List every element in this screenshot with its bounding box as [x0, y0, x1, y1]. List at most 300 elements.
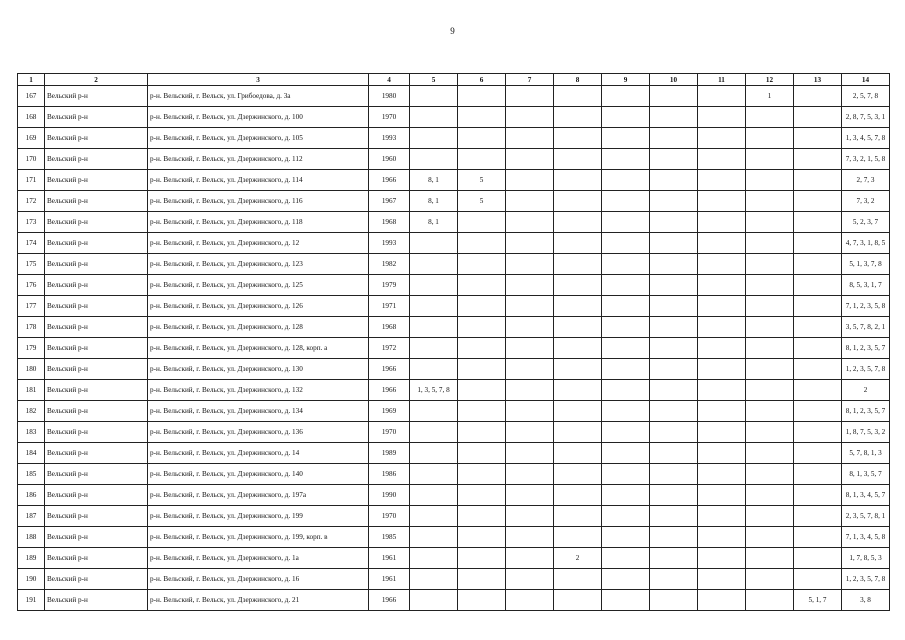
- table-cell-col-3: р-н. Вельский, г. Вельск, ул. Дзержинского, д. 134: [148, 401, 369, 422]
- table-cell-col-8: [554, 296, 602, 317]
- table-cell-col-7: [506, 548, 554, 569]
- table-cell-col-2: Вельский р-н: [45, 296, 148, 317]
- table-cell-col-6: [458, 317, 506, 338]
- table-cell-col-5: 8, 1: [410, 170, 458, 191]
- table-cell-col-7: [506, 296, 554, 317]
- table-cell-col-3: р-н. Вельский, г. Вельск, ул. Дзержинского, д. 128: [148, 317, 369, 338]
- table-row: [18, 317, 890, 338]
- table-cell-col-2: Вельский р-н: [45, 338, 148, 359]
- table-cell-col-5: [410, 296, 458, 317]
- table-cell-col-13: 5, 1, 7: [794, 590, 842, 611]
- table-row: [18, 443, 890, 464]
- table-cell-col-1: 189: [18, 548, 45, 569]
- table-row: [18, 275, 890, 296]
- table-cell-col-12: [746, 296, 794, 317]
- table-cell-col-14: 2: [842, 380, 890, 401]
- table-cell-col-9: [602, 527, 650, 548]
- table-cell-col-1: 173: [18, 212, 45, 233]
- table-cell-col-14: 2, 5, 7, 8: [842, 86, 890, 107]
- table-cell-col-14: 1, 7, 8, 5, 3: [842, 548, 890, 569]
- table-cell-col-8: [554, 590, 602, 611]
- table-cell-col-3: р-н. Вельский, г. Вельск, ул. Дзержинского, д. 123: [148, 254, 369, 275]
- table-cell-col-5: [410, 548, 458, 569]
- table-cell-col-13: [794, 149, 842, 170]
- table-cell-col-11: [698, 212, 746, 233]
- column-header-7: 7: [506, 74, 554, 86]
- table-cell-col-12: [746, 380, 794, 401]
- table-cell-col-14: 8, 1, 2, 3, 5, 7: [842, 401, 890, 422]
- column-header-11: 11: [698, 74, 746, 86]
- data-table: [17, 73, 890, 611]
- table-cell-col-1: 168: [18, 107, 45, 128]
- table-cell-col-8: [554, 128, 602, 149]
- table-cell-col-2: Вельский р-н: [45, 527, 148, 548]
- table-cell-col-3: р-н. Вельский, г. Вельск, ул. Дзержинского, д. 118: [148, 212, 369, 233]
- table-cell-col-3: р-н. Вельский, г. Вельск, ул. Дзержинского, д. 100: [148, 107, 369, 128]
- table-cell-col-7: [506, 338, 554, 359]
- table-cell-col-1: 188: [18, 527, 45, 548]
- table-cell-col-7: [506, 275, 554, 296]
- table-cell-col-2: Вельский р-н: [45, 422, 148, 443]
- table-cell-col-1: 179: [18, 338, 45, 359]
- table-cell-col-11: [698, 254, 746, 275]
- table-cell-col-14: 3, 5, 7, 8, 2, 1: [842, 317, 890, 338]
- table-cell-col-6: [458, 359, 506, 380]
- table-cell-col-12: [746, 443, 794, 464]
- column-header-14: 14: [842, 74, 890, 86]
- table-cell-col-3: р-н. Вельский, г. Вельск, ул. Дзержинского, д. 128, корп. а: [148, 338, 369, 359]
- table-cell-col-6: [458, 107, 506, 128]
- table-cell-col-2: Вельский р-н: [45, 212, 148, 233]
- table-cell-col-3: р-н. Вельский, г. Вельск, ул. Дзержинского, д. 21: [148, 590, 369, 611]
- table-cell-col-8: [554, 254, 602, 275]
- table-cell-col-9: [602, 86, 650, 107]
- table-cell-col-2: Вельский р-н: [45, 275, 148, 296]
- table-cell-col-8: [554, 86, 602, 107]
- table-cell-col-14: 1, 2, 3, 5, 7, 8: [842, 359, 890, 380]
- table-cell-col-8: [554, 338, 602, 359]
- table-cell-col-6: [458, 527, 506, 548]
- table-cell-col-12: [746, 275, 794, 296]
- table-cell-col-7: [506, 212, 554, 233]
- table-cell-col-2: Вельский р-н: [45, 569, 148, 590]
- table-cell-col-9: [602, 128, 650, 149]
- table-cell-col-13: [794, 422, 842, 443]
- table-cell-col-1: 178: [18, 317, 45, 338]
- table-cell-col-7: [506, 254, 554, 275]
- table-cell-col-3: р-н. Вельский, г. Вельск, ул. Дзержинского, д. 114: [148, 170, 369, 191]
- table-cell-col-6: [458, 86, 506, 107]
- table-cell-col-4: 1970: [369, 506, 410, 527]
- table-cell-col-3: р-н. Вельский, г. Вельск, ул. Дзержинского, д. 116: [148, 191, 369, 212]
- column-header-1: 1: [18, 74, 45, 86]
- table-cell-col-3: р-н. Вельский, г. Вельск, ул. Дзержинского, д. 105: [148, 128, 369, 149]
- table-cell-col-10: [650, 275, 698, 296]
- table-cell-col-4: 1966: [369, 380, 410, 401]
- table-cell-col-11: [698, 170, 746, 191]
- table-cell-col-9: [602, 275, 650, 296]
- table-cell-col-14: 1, 8, 7, 5, 3, 2: [842, 422, 890, 443]
- table-cell-col-5: [410, 233, 458, 254]
- table-cell-col-7: [506, 317, 554, 338]
- table-row: [18, 212, 890, 233]
- table-cell-col-3: р-н. Вельский, г. Вельск, ул. Дзержинского, д. 125: [148, 275, 369, 296]
- table-cell-col-9: [602, 569, 650, 590]
- table-cell-col-12: [746, 338, 794, 359]
- table-cell-col-10: [650, 590, 698, 611]
- table-cell-col-14: 7, 1, 3, 4, 5, 8: [842, 527, 890, 548]
- table-row: [18, 338, 890, 359]
- table-cell-col-10: [650, 380, 698, 401]
- table-cell-col-10: [650, 569, 698, 590]
- column-header-10: 10: [650, 74, 698, 86]
- table-cell-col-11: [698, 191, 746, 212]
- table-cell-col-4: 1966: [369, 170, 410, 191]
- table-row: [18, 422, 890, 443]
- table-cell-col-11: [698, 380, 746, 401]
- table-cell-col-1: 172: [18, 191, 45, 212]
- table-cell-col-2: Вельский р-н: [45, 317, 148, 338]
- table-cell-col-4: 1968: [369, 212, 410, 233]
- table-cell-col-14: 5, 7, 8, 1, 3: [842, 443, 890, 464]
- table-cell-col-9: [602, 443, 650, 464]
- table-cell-col-6: [458, 569, 506, 590]
- table-cell-col-12: [746, 128, 794, 149]
- table-cell-col-7: [506, 527, 554, 548]
- table-cell-col-11: [698, 233, 746, 254]
- table-cell-col-13: [794, 233, 842, 254]
- table-row: [18, 107, 890, 128]
- table-cell-col-4: 1993: [369, 128, 410, 149]
- table-cell-col-7: [506, 401, 554, 422]
- table-cell-col-14: 2, 7, 3: [842, 170, 890, 191]
- table-cell-col-4: 1960: [369, 149, 410, 170]
- table-cell-col-4: 1970: [369, 422, 410, 443]
- table-cell-col-13: [794, 275, 842, 296]
- table-cell-col-5: [410, 590, 458, 611]
- table-cell-col-2: Вельский р-н: [45, 191, 148, 212]
- table-cell-col-8: [554, 233, 602, 254]
- table-row: [18, 170, 890, 191]
- table-cell-col-8: [554, 170, 602, 191]
- table-cell-col-5: [410, 527, 458, 548]
- table-cell-col-7: [506, 422, 554, 443]
- column-header-5: 5: [410, 74, 458, 86]
- table-cell-col-10: [650, 86, 698, 107]
- table-cell-col-13: [794, 317, 842, 338]
- table-cell-col-5: [410, 422, 458, 443]
- table-cell-col-6: [458, 380, 506, 401]
- table-cell-col-13: [794, 359, 842, 380]
- table-cell-col-3: р-н. Вельский, г. Вельск, ул. Дзержинского, д. 126: [148, 296, 369, 317]
- table-cell-col-3: р-н. Вельский, г. Вельск, ул. Дзержинского, д. 16: [148, 569, 369, 590]
- table-cell-col-2: Вельский р-н: [45, 485, 148, 506]
- table-cell-col-14: 8, 1, 3, 4, 5, 7: [842, 485, 890, 506]
- table-cell-col-7: [506, 590, 554, 611]
- table-cell-col-7: [506, 569, 554, 590]
- table-cell-col-8: [554, 422, 602, 443]
- table-cell-col-3: р-н. Вельский, г. Вельск, ул. Дзержинского, д. 197а: [148, 485, 369, 506]
- table-cell-col-2: Вельский р-н: [45, 254, 148, 275]
- table-cell-col-6: [458, 443, 506, 464]
- table-cell-col-5: [410, 275, 458, 296]
- table-cell-col-1: 185: [18, 464, 45, 485]
- table-cell-col-10: [650, 107, 698, 128]
- table-cell-col-8: [554, 464, 602, 485]
- table-cell-col-6: [458, 422, 506, 443]
- table-row: [18, 590, 890, 611]
- table-row: [18, 86, 890, 107]
- table-cell-col-13: [794, 254, 842, 275]
- table-cell-col-2: Вельский р-н: [45, 590, 148, 611]
- table-cell-col-9: [602, 191, 650, 212]
- table-cell-col-12: [746, 359, 794, 380]
- table-cell-col-7: [506, 191, 554, 212]
- table-cell-col-1: 171: [18, 170, 45, 191]
- table-cell-col-4: 1993: [369, 233, 410, 254]
- table-row: [18, 128, 890, 149]
- table-cell-col-8: [554, 485, 602, 506]
- table-cell-col-13: [794, 296, 842, 317]
- table-cell-col-5: [410, 506, 458, 527]
- table-cell-col-2: Вельский р-н: [45, 149, 148, 170]
- table-cell-col-1: 180: [18, 359, 45, 380]
- table-cell-col-8: [554, 212, 602, 233]
- table-cell-col-12: [746, 485, 794, 506]
- table-cell-col-13: [794, 569, 842, 590]
- table-cell-col-3: р-н. Вельский, г. Вельск, ул. Дзержинского, д. 1а: [148, 548, 369, 569]
- table-cell-col-6: [458, 275, 506, 296]
- table-cell-col-1: 182: [18, 401, 45, 422]
- column-header-8: 8: [554, 74, 602, 86]
- table-cell-col-2: Вельский р-н: [45, 233, 148, 254]
- column-header-4: 4: [369, 74, 410, 86]
- table-cell-col-1: 169: [18, 128, 45, 149]
- table-cell-col-5: [410, 569, 458, 590]
- table-cell-col-9: [602, 296, 650, 317]
- table-cell-col-1: 170: [18, 149, 45, 170]
- table-cell-col-3: р-н. Вельский, г. Вельск, ул. Дзержинского, д. 14: [148, 443, 369, 464]
- table-cell-col-9: [602, 233, 650, 254]
- table-row: [18, 527, 890, 548]
- table-cell-col-4: 1966: [369, 359, 410, 380]
- table-cell-col-11: [698, 317, 746, 338]
- table-cell-col-9: [602, 170, 650, 191]
- table-cell-col-7: [506, 359, 554, 380]
- table-cell-col-9: [602, 485, 650, 506]
- table-cell-col-8: [554, 380, 602, 401]
- table-cell-col-12: [746, 422, 794, 443]
- table-cell-col-9: [602, 590, 650, 611]
- table-cell-col-3: р-н. Вельский, г. Вельск, ул. Дзержинского, д. 130: [148, 359, 369, 380]
- table-cell-col-6: [458, 464, 506, 485]
- table-cell-col-5: [410, 107, 458, 128]
- table-body: [18, 86, 890, 611]
- table-cell-col-6: 5: [458, 170, 506, 191]
- table-cell-col-12: [746, 149, 794, 170]
- table-cell-col-12: [746, 569, 794, 590]
- table-cell-col-1: 167: [18, 86, 45, 107]
- table-cell-col-3: р-н. Вельский, г. Вельск, ул. Дзержинского, д. 12: [148, 233, 369, 254]
- table-cell-col-9: [602, 380, 650, 401]
- table-cell-col-4: 1979: [369, 275, 410, 296]
- table-cell-col-13: [794, 506, 842, 527]
- table-cell-col-10: [650, 464, 698, 485]
- table-cell-col-8: [554, 317, 602, 338]
- table-cell-col-14: 5, 2, 3, 7: [842, 212, 890, 233]
- table-cell-col-11: [698, 422, 746, 443]
- table-cell-col-5: 8, 1: [410, 191, 458, 212]
- table-cell-col-11: [698, 485, 746, 506]
- table-cell-col-4: 1985: [369, 527, 410, 548]
- table-cell-col-5: [410, 254, 458, 275]
- table-cell-col-11: [698, 527, 746, 548]
- table-row: [18, 569, 890, 590]
- table-cell-col-14: 8, 1, 3, 5, 7: [842, 464, 890, 485]
- column-header-2: 2: [45, 74, 148, 86]
- table-cell-col-12: [746, 506, 794, 527]
- table-cell-col-7: [506, 380, 554, 401]
- table-cell-col-3: р-н. Вельский, г. Вельск, ул. Дзержинского, д. 112: [148, 149, 369, 170]
- table-cell-col-10: [650, 233, 698, 254]
- table-cell-col-10: [650, 191, 698, 212]
- table-row: [18, 191, 890, 212]
- table-cell-col-13: [794, 107, 842, 128]
- table-cell-col-5: 1, 3, 5, 7, 8: [410, 380, 458, 401]
- table-cell-col-10: [650, 128, 698, 149]
- table-cell-col-6: [458, 401, 506, 422]
- table-cell-col-14: 2, 8, 7, 5, 3, 1: [842, 107, 890, 128]
- table-cell-col-5: [410, 128, 458, 149]
- table-cell-col-7: [506, 149, 554, 170]
- table-cell-col-9: [602, 506, 650, 527]
- table-cell-col-13: [794, 170, 842, 191]
- table-cell-col-5: [410, 401, 458, 422]
- table-cell-col-11: [698, 86, 746, 107]
- table-cell-col-6: [458, 590, 506, 611]
- table-cell-col-11: [698, 548, 746, 569]
- table-cell-col-8: [554, 401, 602, 422]
- table-cell-col-1: 186: [18, 485, 45, 506]
- table-cell-col-14: 1, 2, 3, 5, 7, 8: [842, 569, 890, 590]
- table-cell-col-13: [794, 527, 842, 548]
- table-cell-col-6: [458, 296, 506, 317]
- table-cell-col-10: [650, 527, 698, 548]
- column-header-12: 12: [746, 74, 794, 86]
- table-cell-col-10: [650, 170, 698, 191]
- table-cell-col-12: [746, 317, 794, 338]
- table-cell-col-4: 1982: [369, 254, 410, 275]
- table-cell-col-8: [554, 506, 602, 527]
- table-cell-col-9: [602, 464, 650, 485]
- table-cell-col-9: [602, 317, 650, 338]
- table-cell-col-10: [650, 296, 698, 317]
- table-cell-col-14: 8, 1, 2, 3, 5, 7: [842, 338, 890, 359]
- table-cell-col-12: [746, 401, 794, 422]
- table-cell-col-13: [794, 401, 842, 422]
- table-cell-col-12: [746, 464, 794, 485]
- table-cell-col-12: [746, 233, 794, 254]
- table-cell-col-1: 174: [18, 233, 45, 254]
- table-cell-col-4: 1970: [369, 107, 410, 128]
- table-cell-col-8: [554, 443, 602, 464]
- table-cell-col-11: [698, 590, 746, 611]
- table-cell-col-5: [410, 338, 458, 359]
- table-cell-col-7: [506, 170, 554, 191]
- table-cell-col-2: Вельский р-н: [45, 107, 148, 128]
- table-cell-col-2: Вельский р-н: [45, 548, 148, 569]
- table-cell-col-10: [650, 317, 698, 338]
- table-cell-col-4: 1966: [369, 590, 410, 611]
- table-cell-col-10: [650, 548, 698, 569]
- table-cell-col-8: [554, 527, 602, 548]
- table-cell-col-14: 7, 1, 2, 3, 5, 8: [842, 296, 890, 317]
- table-cell-col-10: [650, 338, 698, 359]
- table-cell-col-12: [746, 254, 794, 275]
- table-cell-col-11: [698, 443, 746, 464]
- table-cell-col-4: 1967: [369, 191, 410, 212]
- table-cell-col-1: 187: [18, 506, 45, 527]
- table-cell-col-14: 7, 3, 2: [842, 191, 890, 212]
- table-cell-col-11: [698, 569, 746, 590]
- table-cell-col-13: [794, 128, 842, 149]
- table-cell-col-4: 1971: [369, 296, 410, 317]
- table-cell-col-4: 1968: [369, 317, 410, 338]
- table-cell-col-13: [794, 86, 842, 107]
- table-cell-col-8: [554, 107, 602, 128]
- table-cell-col-2: Вельский р-н: [45, 464, 148, 485]
- table-cell-col-1: 175: [18, 254, 45, 275]
- table-cell-col-7: [506, 107, 554, 128]
- table-cell-col-4: 1980: [369, 86, 410, 107]
- table-cell-col-3: р-н. Вельский, г. Вельск, ул. Дзержинского, д. 199: [148, 506, 369, 527]
- table-row: [18, 359, 890, 380]
- table-cell-col-4: 1989: [369, 443, 410, 464]
- table-cell-col-8: [554, 275, 602, 296]
- table-cell-col-10: [650, 401, 698, 422]
- table-cell-col-6: [458, 233, 506, 254]
- table-cell-col-5: 8, 1: [410, 212, 458, 233]
- table-cell-col-14: 7, 3, 2, 1, 5, 8: [842, 149, 890, 170]
- table-row: [18, 233, 890, 254]
- table-cell-col-6: [458, 212, 506, 233]
- table-cell-col-4: 1972: [369, 338, 410, 359]
- table-cell-col-6: [458, 506, 506, 527]
- page-number: 9: [450, 26, 455, 36]
- table-cell-col-1: 184: [18, 443, 45, 464]
- table-cell-col-12: 1: [746, 86, 794, 107]
- table-cell-col-2: Вельский р-н: [45, 128, 148, 149]
- table-cell-col-10: [650, 359, 698, 380]
- table-cell-col-5: [410, 86, 458, 107]
- table-cell-col-6: [458, 485, 506, 506]
- table-cell-col-9: [602, 359, 650, 380]
- table-row: [18, 401, 890, 422]
- table-cell-col-13: [794, 464, 842, 485]
- table-cell-col-1: 191: [18, 590, 45, 611]
- table-cell-col-11: [698, 275, 746, 296]
- table-cell-col-9: [602, 338, 650, 359]
- table-cell-col-2: Вельский р-н: [45, 506, 148, 527]
- table-cell-col-4: 1986: [369, 464, 410, 485]
- table-cell-col-14: 1, 3, 4, 5, 7, 8: [842, 128, 890, 149]
- table-cell-col-5: [410, 317, 458, 338]
- table-cell-col-9: [602, 149, 650, 170]
- table-cell-col-7: [506, 86, 554, 107]
- table-cell-col-13: [794, 443, 842, 464]
- table-cell-col-8: [554, 359, 602, 380]
- column-header-13: 13: [794, 74, 842, 86]
